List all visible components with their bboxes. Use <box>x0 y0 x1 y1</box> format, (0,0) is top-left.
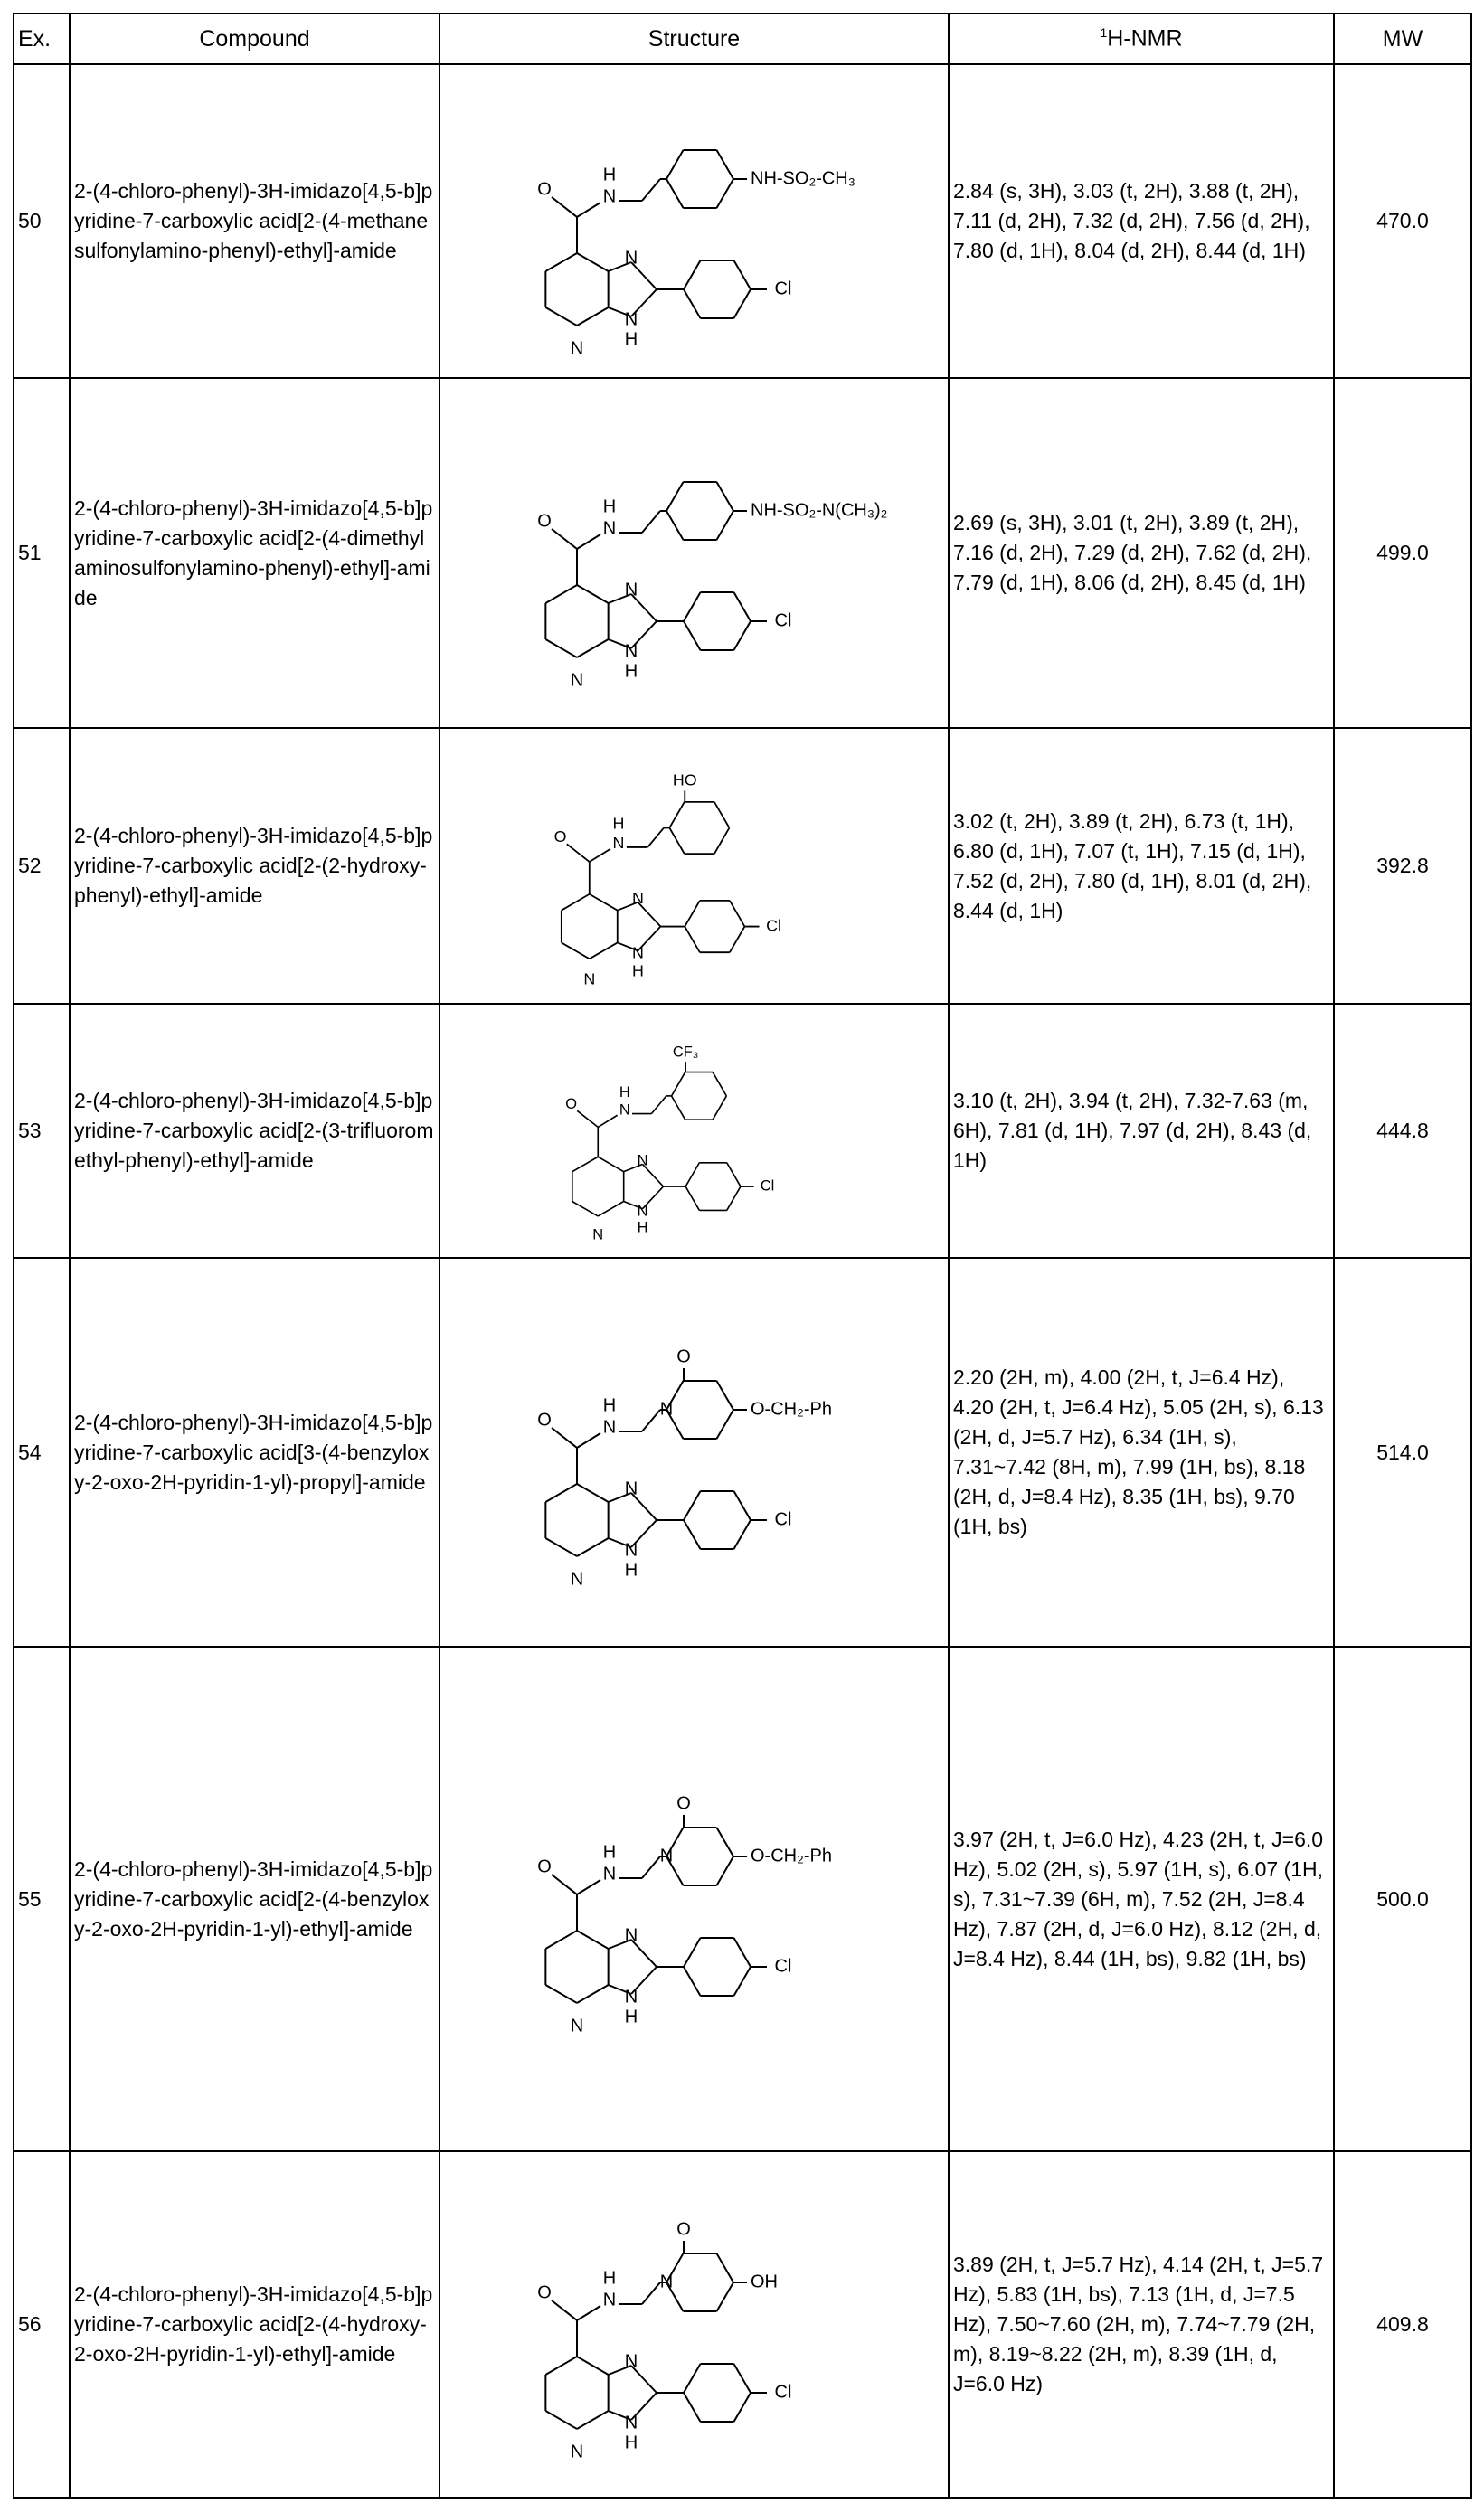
molecular-weight: 514.0 <box>1334 1258 1471 1647</box>
table-row <box>14 378 1471 728</box>
table-row <box>14 1004 1471 1258</box>
bond <box>598 1115 617 1127</box>
bond <box>684 1938 701 1967</box>
example-number: 50 <box>14 64 70 378</box>
nmr-superscript: 1 <box>1100 25 1107 40</box>
bond <box>545 307 577 326</box>
bond <box>545 1985 577 2003</box>
bond <box>598 1157 623 1171</box>
example-number: 55 <box>14 1647 70 2151</box>
atom-label-n: N <box>659 1846 672 1866</box>
bond <box>713 1096 726 1120</box>
example-number: 53 <box>14 1004 70 1258</box>
atom-label-o: O <box>537 511 552 531</box>
substituent-label: OH <box>751 2272 778 2291</box>
atom-label-n: N <box>624 2413 637 2433</box>
substituent-label: CF₃ <box>672 1044 698 1061</box>
bond <box>716 1381 733 1410</box>
atom-label-n: N <box>570 338 582 358</box>
atom-label-n: N <box>570 2442 582 2461</box>
bond <box>671 1096 685 1120</box>
bond <box>577 253 609 271</box>
bond <box>684 591 701 620</box>
bond <box>666 149 684 178</box>
atom-label-n: N <box>659 1399 672 1419</box>
structure-drawing <box>440 2151 949 2498</box>
atom-label-h: H <box>602 2268 615 2288</box>
atom-label-h: H <box>602 1842 615 1862</box>
header-mw: MW <box>1334 14 1471 64</box>
atom-label-n: N <box>624 1987 637 2007</box>
example-number: 51 <box>14 378 70 728</box>
bond <box>552 529 577 549</box>
bond <box>726 1186 740 1210</box>
bond <box>666 179 684 208</box>
nmr-data: 2.69 (s, 3H), 3.01 (t, 2H), 3.89 (t, 2H), 7.16 (d, 2H), 7.29 (d, 2H), 7.62 (d, 2H), 7.79 (d, 1H), 8.06 (d, 2H), 8.45 (d, 1H) <box>949 378 1334 728</box>
atom-label-h: H <box>612 815 624 833</box>
bond <box>729 927 744 953</box>
bond <box>733 2393 751 2422</box>
bond <box>684 289 701 318</box>
nmr-data: 3.89 (2H, t, J=5.7 Hz), 4.14 (2H, t, J=5.7 Hz), 5.83 (1H, bs), 7.13 (1H, d, J=7.5 Hz), 7.50~7.60 (2H, m), 7.74~7.79 (2H, m), 8.19~8.22 (2H, m), 8.39 (1H, d, J=6.0 Hz) <box>949 2151 1334 2498</box>
atom-label-cl: Cl <box>774 2382 791 2402</box>
bond <box>733 1491 751 1520</box>
bond <box>577 1538 609 1556</box>
bond <box>647 827 664 846</box>
bond <box>552 197 577 217</box>
bond <box>716 1828 733 1856</box>
atom-label-h: H <box>602 1395 615 1415</box>
bond <box>577 1484 609 1502</box>
nmr-data: 3.10 (t, 2H), 3.94 (t, 2H), 7.32-7.63 (m, 6H), 7.81 (d, 1H), 7.97 (d, 2H), 8.43 (d, 1H) <box>949 1004 1334 1258</box>
atom-label-n: N <box>631 944 643 962</box>
bond <box>666 511 684 540</box>
bond <box>642 1856 660 1878</box>
bond <box>552 1875 577 1894</box>
bond <box>545 1931 577 1949</box>
bond <box>733 1520 751 1549</box>
atom-label-h: H <box>631 961 643 979</box>
bond <box>733 289 751 318</box>
structure-drawing <box>440 1258 949 1647</box>
bond <box>714 802 729 828</box>
atom-label-o: O <box>537 2282 552 2302</box>
bond <box>733 1938 751 1967</box>
atom-label-n: N <box>602 186 615 206</box>
structure-image <box>496 732 893 999</box>
substituent-label: HO <box>672 770 696 789</box>
bond <box>577 307 609 326</box>
structure-drawing <box>440 728 949 1004</box>
compound-name: 2-(4-chloro-phenyl)-3H-imidazo[4,5-b]pyridine-7-carboxylic acid[2-(4-methanesulfonylamino-phenyl)-ethyl]-amide <box>70 64 440 378</box>
substituent-label: NH-SO₂-CH₃ <box>751 168 855 188</box>
nmr-label: H-NMR <box>1107 26 1182 52</box>
bond <box>684 1967 701 1996</box>
bond <box>733 621 751 650</box>
nmr-data: 2.20 (2H, m), 4.00 (2H, t, J=6.4 Hz), 4.20 (2H, t, J=6.4 Hz), 5.05 (2H, s), 6.13 (2H, d, J=5.7 Hz), 6.34 (1H, s), 7.31~7.42 (8H, m), 7.99 (1H, bs), 8.18 (2H, d, J=8.4 Hz), 8.35 (1H, bs), 9.70 (1H, bs) <box>949 1258 1334 1647</box>
atom-label-cl: Cl <box>774 279 791 298</box>
bond <box>716 2282 733 2311</box>
bond <box>561 894 589 911</box>
example-number: 54 <box>14 1258 70 1647</box>
atom-label-n: N <box>624 580 637 600</box>
bond <box>545 1538 577 1556</box>
bond <box>642 511 660 533</box>
bond <box>566 844 589 862</box>
bond <box>733 2363 751 2392</box>
structure-drawing <box>440 378 949 728</box>
nmr-data: 3.02 (t, 2H), 3.89 (t, 2H), 6.73 (t, 1H), 6.80 (d, 1H), 7.07 (t, 1H), 7.15 (d, 1H), 7.52 (d, 2H), 7.80 (d, 1H), 8.01 (d, 2H), 8.44 (d, 1H) <box>949 728 1334 1004</box>
compound-table <box>13 13 1472 2499</box>
atom-label-n: N <box>619 1102 629 1119</box>
bond <box>545 253 577 271</box>
nmr-data: 2.84 (s, 3H), 3.03 (t, 2H), 3.88 (t, 2H), 7.11 (d, 2H), 7.32 (d, 2H), 7.56 (d, 2H), 7.80 (d, 1H), 8.04 (d, 2H), 8.44 (d, 1H) <box>949 64 1334 378</box>
substituent-label: NH-SO₂-N(CH₃)₂ <box>751 500 887 520</box>
atom-label-h: H <box>624 2433 637 2452</box>
nmr-data: 3.97 (2H, t, J=6.0 Hz), 4.23 (2H, t, J=6.0 Hz), 5.02 (2H, s), 5.97 (1H, s), 6.07 (1H, s), 7.31~7.39 (6H, m), 7.52 (2H, J=8.4 Hz), 7.87 (2H, d, J=6.0 Hz), 8.12 (2H, d, J=8.4 Hz), 8.44 (1H, bs), 9.82 (1H, bs) <box>949 1647 1334 2151</box>
bond <box>684 2393 701 2422</box>
atom-label-o: O <box>553 827 566 846</box>
bond <box>716 2253 733 2282</box>
atom-label-o: O <box>565 1096 577 1112</box>
atom-label-cl: Cl <box>766 916 781 934</box>
structure-image <box>496 404 893 703</box>
header-row <box>14 14 1471 64</box>
bond <box>577 1985 609 2003</box>
bond <box>685 927 700 953</box>
bond <box>684 621 701 650</box>
bond <box>545 585 577 603</box>
atom-label-n: N <box>624 1540 637 1560</box>
bond <box>733 1967 751 1996</box>
compound-name: 2-(4-chloro-phenyl)-3H-imidazo[4,5-b]pyridine-7-carboxylic acid[2-(4-benzyloxy-2-oxo-2H-pyridin-1-yl)-ethyl]-amide <box>70 1647 440 2151</box>
atom-label-h: H <box>619 1084 629 1101</box>
atom-label-h: H <box>624 1560 637 1580</box>
molecular-weight: 409.8 <box>1334 2151 1471 2498</box>
compound-name: 2-(4-chloro-phenyl)-3H-imidazo[4,5-b]pyridine-7-carboxylic acid[2-(2-hydroxy-phenyl)-ethyl]-amide <box>70 728 440 1004</box>
table-row <box>14 1647 1471 2151</box>
atom-label-cl: Cl <box>774 1509 791 1529</box>
atom-label-cl: Cl <box>774 1956 791 1976</box>
atom-label-n: N <box>637 1153 647 1169</box>
bond <box>713 1072 726 1096</box>
atom-label-cl: Cl <box>774 610 791 630</box>
bond <box>545 2357 577 2375</box>
compound-name: 2-(4-chloro-phenyl)-3H-imidazo[4,5-b]pyridine-7-carboxylic acid[3-(4-benzyloxy-2-oxo-2H-pyridin-1-yl)-propyl]-amide <box>70 1258 440 1647</box>
bond <box>733 591 751 620</box>
structure-image <box>496 1008 893 1253</box>
atom-label-n: N <box>624 309 637 329</box>
bond <box>577 585 609 603</box>
atom-label-h: H <box>602 165 615 184</box>
atom-label-h: H <box>624 661 637 681</box>
atom-label-n: N <box>570 670 582 690</box>
bond <box>729 901 744 927</box>
bond <box>577 534 600 549</box>
bond <box>684 260 701 288</box>
bond <box>726 1163 740 1186</box>
structure-drawing <box>440 1004 949 1258</box>
bond <box>642 1410 660 1431</box>
atom-label-n: N <box>624 1479 637 1498</box>
example-number: 56 <box>14 2151 70 2498</box>
bond <box>545 1484 577 1502</box>
bond <box>577 1931 609 1949</box>
bond <box>577 1110 598 1127</box>
bond <box>669 827 685 854</box>
atom-label-n: N <box>637 1203 647 1219</box>
bond <box>577 2357 609 2375</box>
bond <box>545 2411 577 2429</box>
substituent-label: O <box>676 2219 691 2239</box>
header-compound: Compound <box>70 14 440 64</box>
header-ex: Ex. <box>14 14 70 64</box>
atom-label-h: H <box>637 1219 647 1235</box>
bond <box>589 894 617 911</box>
bond <box>669 802 685 828</box>
compound-name: 2-(4-chloro-phenyl)-3H-imidazo[4,5-b]pyridine-7-carboxylic acid[2-(4-dimethylaminosulfonylamino-phenyl)-ethyl]-amide <box>70 378 440 728</box>
bond <box>685 1186 699 1210</box>
bond <box>671 1072 685 1096</box>
molecular-weight: 470.0 <box>1334 64 1471 378</box>
bond <box>589 849 610 862</box>
atom-label-n: N <box>602 1864 615 1884</box>
atom-label-n: N <box>583 969 595 987</box>
bond <box>572 1157 597 1171</box>
substituent-label: O <box>676 1793 691 1813</box>
bond <box>684 1491 701 1520</box>
substituent-label: O-CH₂-Ph <box>751 1846 832 1866</box>
atom-label-n: N <box>624 248 637 268</box>
substituent-label: O <box>676 1346 691 1366</box>
atom-label-n: N <box>624 2351 637 2371</box>
atom-label-h: H <box>602 496 615 516</box>
bond <box>714 827 729 854</box>
atom-label-n: N <box>612 834 624 852</box>
atom-label-n: N <box>624 641 637 661</box>
example-number: 52 <box>14 728 70 1004</box>
bond <box>716 1856 733 1885</box>
atom-label-o: O <box>537 179 552 199</box>
bond <box>685 901 700 927</box>
molecular-weight: 500.0 <box>1334 1647 1471 2151</box>
bond <box>716 179 733 208</box>
structure-image <box>496 72 893 371</box>
header-structure: Structure <box>440 14 949 64</box>
structure-drawing <box>440 64 949 378</box>
bond <box>577 1433 600 1448</box>
bond <box>733 260 751 288</box>
structure-image <box>496 1750 893 2048</box>
bond <box>642 2282 660 2304</box>
header-nmr <box>949 14 1334 64</box>
atom-label-n: N <box>624 1925 637 1945</box>
atom-label-n: N <box>602 518 615 538</box>
bond <box>552 2300 577 2320</box>
atom-label-h: H <box>624 2007 637 2026</box>
bond <box>685 1163 699 1186</box>
atom-label-n: N <box>631 889 643 907</box>
bond <box>577 1880 600 1894</box>
bond <box>545 639 577 657</box>
atom-label-n: N <box>659 2272 672 2291</box>
bond <box>716 1410 733 1439</box>
compound-name: 2-(4-chloro-phenyl)-3H-imidazo[4,5-b]pyridine-7-carboxylic acid[2-(4-hydroxy-2-oxo-2H-pyridin-1-yl)-ethyl]-amide <box>70 2151 440 2498</box>
bond <box>589 942 617 959</box>
table-row <box>14 2151 1471 2498</box>
table-row <box>14 1258 1471 1647</box>
bond <box>598 1202 623 1216</box>
atom-label-o: O <box>537 1410 552 1430</box>
bond <box>666 481 684 510</box>
bond <box>716 149 733 178</box>
bond <box>684 1520 701 1549</box>
atom-label-n: N <box>570 2016 582 2036</box>
bond <box>577 203 600 217</box>
bond <box>716 481 733 510</box>
bond <box>552 1428 577 1448</box>
atom-label-n: N <box>602 2290 615 2310</box>
atom-label-n: N <box>602 1417 615 1437</box>
atom-label-h: H <box>624 329 637 349</box>
bond <box>577 2306 600 2320</box>
bond <box>651 1096 666 1114</box>
molecular-weight: 444.8 <box>1334 1004 1471 1258</box>
structure-image <box>496 1303 893 1601</box>
table-row <box>14 64 1471 378</box>
substituent-label: O-CH₂-Ph <box>751 1399 832 1419</box>
bond <box>572 1202 597 1216</box>
bond <box>684 2363 701 2392</box>
bond <box>561 942 589 959</box>
bond <box>577 639 609 657</box>
atom-label-n: N <box>592 1227 603 1243</box>
bond <box>577 2411 609 2429</box>
atom-label-cl: Cl <box>760 1177 774 1194</box>
molecular-weight: 499.0 <box>1334 378 1471 728</box>
structure-drawing <box>440 1647 949 2151</box>
bond <box>716 511 733 540</box>
compound-name: 2-(4-chloro-phenyl)-3H-imidazo[4,5-b]pyridine-7-carboxylic acid[2-(3-trifluoromethyl-phenyl)-ethyl]-amide <box>70 1004 440 1258</box>
atom-label-n: N <box>570 1569 582 1589</box>
atom-label-o: O <box>537 1856 552 1876</box>
table-row <box>14 728 1471 1004</box>
bond <box>642 179 660 201</box>
molecular-weight: 392.8 <box>1334 728 1471 1004</box>
structure-image <box>496 2176 893 2474</box>
